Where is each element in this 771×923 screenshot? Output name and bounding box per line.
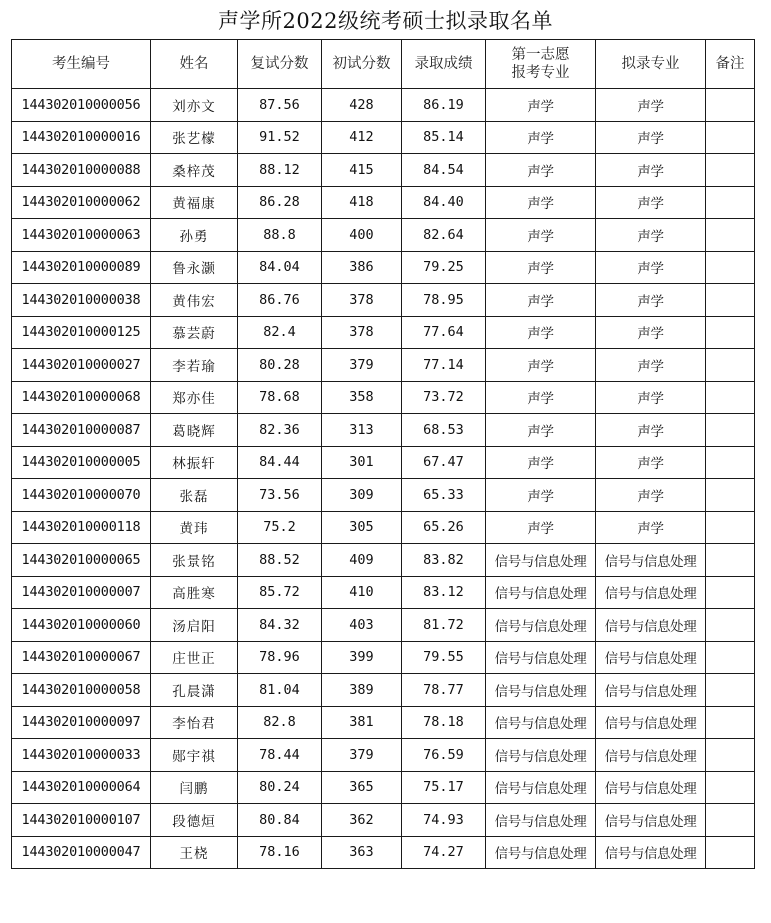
cell-final-score: 67.47 [402,446,486,479]
cell-admit-major: 声学 [596,479,706,512]
cell-first-choice-major: 信号与信息处理 [486,544,596,577]
cell-candidate-name: 张艺檬 [151,121,238,154]
cell-candidate-name: 黄玮 [151,511,238,544]
cell-final-score: 81.72 [402,609,486,642]
cell-candidate-name: 高胜寒 [151,576,238,609]
cell-remark [706,804,755,837]
table-row [12,771,755,804]
cell-retest-score: 81.04 [238,674,322,707]
cell-candidate-name: 闫鹏 [151,771,238,804]
cell-candidate-id: 144302010000027 [12,349,151,382]
cell-final-score: 83.12 [402,576,486,609]
table-row [12,641,755,674]
table-row [12,414,755,447]
cell-candidate-id: 144302010000056 [12,89,151,122]
cell-retest-score: 80.28 [238,349,322,382]
cell-candidate-id: 144302010000068 [12,381,151,414]
cell-final-score: 77.64 [402,316,486,349]
cell-candidate-name: 慕芸蔚 [151,316,238,349]
cell-remark [706,836,755,869]
cell-admit-major: 信号与信息处理 [596,836,706,869]
cell-remark [706,446,755,479]
cell-admit-major: 信号与信息处理 [596,804,706,837]
cell-candidate-id: 144302010000005 [12,446,151,479]
cell-admit-major: 声学 [596,349,706,382]
cell-first-choice-major: 声学 [486,154,596,187]
cell-initial-score: 410 [322,576,402,609]
cell-candidate-name: 郧宇祺 [151,739,238,772]
cell-admit-major: 信号与信息处理 [596,576,706,609]
cell-remark [706,544,755,577]
cell-final-score: 75.17 [402,771,486,804]
cell-initial-score: 415 [322,154,402,187]
cell-candidate-name: 黄伟宏 [151,284,238,317]
cell-retest-score: 86.28 [238,186,322,219]
cell-retest-score: 75.2 [238,511,322,544]
cell-candidate-id: 144302010000107 [12,804,151,837]
cell-candidate-id: 144302010000070 [12,479,151,512]
cell-final-score: 78.95 [402,284,486,317]
cell-remark [706,219,755,252]
cell-remark [706,186,755,219]
cell-candidate-id: 144302010000089 [12,251,151,284]
column-header-final-score: 录取成绩 [402,40,486,89]
cell-retest-score: 85.72 [238,576,322,609]
table-row [12,219,755,252]
cell-remark [706,316,755,349]
table-row [12,349,755,382]
cell-final-score: 84.54 [402,154,486,187]
cell-initial-score: 363 [322,836,402,869]
cell-first-choice-major: 声学 [486,511,596,544]
cell-candidate-id: 144302010000038 [12,284,151,317]
cell-admit-major: 信号与信息处理 [596,674,706,707]
cell-admit-major: 声学 [596,89,706,122]
cell-retest-score: 82.4 [238,316,322,349]
cell-initial-score: 378 [322,316,402,349]
cell-candidate-name: 汤启阳 [151,609,238,642]
column-header-first-choice-line1: 第一志愿 [511,47,570,63]
cell-final-score: 76.59 [402,739,486,772]
cell-candidate-id: 144302010000016 [12,121,151,154]
cell-admit-major: 声学 [596,316,706,349]
cell-final-score: 86.19 [402,89,486,122]
cell-initial-score: 305 [322,511,402,544]
cell-remark [706,89,755,122]
cell-first-choice-major: 信号与信息处理 [486,836,596,869]
cell-initial-score: 313 [322,414,402,447]
cell-admit-major: 信号与信息处理 [596,706,706,739]
table-row [12,251,755,284]
admission-table [11,39,755,869]
cell-first-choice-major: 信号与信息处理 [486,739,596,772]
table-row [12,576,755,609]
cell-retest-score: 80.24 [238,771,322,804]
column-header-id: 考生编号 [12,40,151,89]
table-row [12,316,755,349]
cell-retest-score: 87.56 [238,89,322,122]
cell-final-score: 82.64 [402,219,486,252]
column-header-retest-score: 复试分数 [238,40,322,89]
cell-final-score: 74.27 [402,836,486,869]
cell-retest-score: 84.04 [238,251,322,284]
table-row [12,284,755,317]
cell-admit-major: 声学 [596,511,706,544]
cell-final-score: 65.33 [402,479,486,512]
cell-candidate-name: 林振轩 [151,446,238,479]
cell-first-choice-major: 信号与信息处理 [486,576,596,609]
cell-retest-score: 88.8 [238,219,322,252]
cell-candidate-id: 144302010000062 [12,186,151,219]
column-header-first-choice-line2: 报考专业 [511,65,570,81]
cell-first-choice-major: 信号与信息处理 [486,674,596,707]
column-header-remark: 备注 [706,40,755,89]
cell-final-score: 78.18 [402,706,486,739]
cell-final-score: 65.26 [402,511,486,544]
cell-admit-major: 声学 [596,186,706,219]
cell-candidate-id: 144302010000125 [12,316,151,349]
cell-candidate-name: 庄世正 [151,641,238,674]
cell-remark [706,609,755,642]
cell-first-choice-major: 信号与信息处理 [486,771,596,804]
cell-candidate-id: 144302010000097 [12,706,151,739]
cell-remark [706,349,755,382]
cell-admit-major: 信号与信息处理 [596,641,706,674]
cell-initial-score: 378 [322,284,402,317]
cell-candidate-name: 桑梓茂 [151,154,238,187]
cell-first-choice-major: 声学 [486,251,596,284]
cell-admit-major: 声学 [596,414,706,447]
cell-candidate-name: 葛晓辉 [151,414,238,447]
cell-initial-score: 379 [322,739,402,772]
cell-candidate-id: 144302010000064 [12,771,151,804]
cell-first-choice-major: 声学 [486,479,596,512]
cell-retest-score: 78.96 [238,641,322,674]
cell-first-choice-major: 声学 [486,381,596,414]
cell-initial-score: 418 [322,186,402,219]
table-row [12,609,755,642]
cell-initial-score: 399 [322,641,402,674]
cell-initial-score: 358 [322,381,402,414]
cell-retest-score: 82.8 [238,706,322,739]
cell-initial-score: 362 [322,804,402,837]
cell-candidate-name: 郑亦佳 [151,381,238,414]
cell-retest-score: 91.52 [238,121,322,154]
cell-retest-score: 78.44 [238,739,322,772]
cell-candidate-id: 144302010000067 [12,641,151,674]
cell-final-score: 79.25 [402,251,486,284]
cell-first-choice-major: 声学 [486,186,596,219]
cell-candidate-name: 孙勇 [151,219,238,252]
cell-candidate-id: 144302010000088 [12,154,151,187]
cell-candidate-id: 144302010000063 [12,219,151,252]
cell-initial-score: 403 [322,609,402,642]
table-row [12,381,755,414]
cell-remark [706,511,755,544]
cell-retest-score: 84.32 [238,609,322,642]
cell-admit-major: 信号与信息处理 [596,739,706,772]
table-row [12,89,755,122]
cell-first-choice-major: 信号与信息处理 [486,641,596,674]
cell-candidate-name: 刘亦文 [151,89,238,122]
cell-candidate-id: 144302010000007 [12,576,151,609]
cell-remark [706,414,755,447]
cell-admit-major: 声学 [596,121,706,154]
cell-first-choice-major: 声学 [486,219,596,252]
table-row [12,121,755,154]
cell-initial-score: 381 [322,706,402,739]
cell-candidate-name: 黄福康 [151,186,238,219]
page-title: 声学所2022级统考硕士拟录取名单 [218,9,553,33]
cell-retest-score: 73.56 [238,479,322,512]
cell-remark [706,674,755,707]
cell-candidate-name: 张磊 [151,479,238,512]
cell-final-score: 73.72 [402,381,486,414]
cell-retest-score: 88.12 [238,154,322,187]
table-row [12,804,755,837]
cell-retest-score: 78.68 [238,381,322,414]
cell-initial-score: 386 [322,251,402,284]
cell-admit-major: 声学 [596,154,706,187]
cell-admit-major: 信号与信息处理 [596,609,706,642]
table-row [12,706,755,739]
cell-candidate-id: 144302010000058 [12,674,151,707]
cell-first-choice-major: 声学 [486,446,596,479]
cell-first-choice-major: 声学 [486,121,596,154]
cell-admit-major: 信号与信息处理 [596,544,706,577]
cell-remark [706,739,755,772]
cell-candidate-id: 144302010000060 [12,609,151,642]
column-header-first-choice [486,40,596,89]
cell-remark [706,771,755,804]
cell-remark [706,641,755,674]
cell-initial-score: 409 [322,544,402,577]
cell-final-score: 79.55 [402,641,486,674]
cell-candidate-id: 144302010000033 [12,739,151,772]
table-header-row [12,40,755,89]
cell-candidate-name: 孔晨潇 [151,674,238,707]
cell-retest-score: 88.52 [238,544,322,577]
cell-initial-score: 389 [322,674,402,707]
column-header-admit-major: 拟录专业 [596,40,706,89]
cell-first-choice-major: 声学 [486,89,596,122]
table-row [12,511,755,544]
cell-first-choice-major: 信号与信息处理 [486,804,596,837]
cell-candidate-id: 144302010000087 [12,414,151,447]
column-header-initial-score: 初试分数 [322,40,402,89]
table-row [12,479,755,512]
cell-first-choice-major: 声学 [486,414,596,447]
table-body [12,89,755,869]
cell-initial-score: 428 [322,89,402,122]
table-row [12,544,755,577]
cell-remark [706,121,755,154]
cell-initial-score: 412 [322,121,402,154]
cell-retest-score: 80.84 [238,804,322,837]
cell-retest-score: 82.36 [238,414,322,447]
table-row [12,674,755,707]
cell-admit-major: 信号与信息处理 [596,771,706,804]
cell-remark [706,381,755,414]
cell-admit-major: 声学 [596,284,706,317]
cell-remark [706,251,755,284]
cell-remark [706,576,755,609]
cell-final-score: 74.93 [402,804,486,837]
cell-initial-score: 379 [322,349,402,382]
cell-first-choice-major: 声学 [486,316,596,349]
column-header-name: 姓名 [151,40,238,89]
table-row [12,836,755,869]
cell-final-score: 85.14 [402,121,486,154]
cell-candidate-name: 鲁永灏 [151,251,238,284]
cell-first-choice-major: 声学 [486,284,596,317]
cell-first-choice-major: 信号与信息处理 [486,706,596,739]
cell-admit-major: 声学 [596,251,706,284]
cell-initial-score: 400 [322,219,402,252]
table-row [12,739,755,772]
cell-candidate-name: 王桡 [151,836,238,869]
cell-candidate-name: 李若瑜 [151,349,238,382]
cell-admit-major: 声学 [596,219,706,252]
table-row [12,186,755,219]
cell-admit-major: 声学 [596,381,706,414]
cell-candidate-id: 144302010000065 [12,544,151,577]
cell-admit-major: 声学 [596,446,706,479]
cell-retest-score: 78.16 [238,836,322,869]
cell-candidate-name: 段德烜 [151,804,238,837]
cell-first-choice-major: 声学 [486,349,596,382]
cell-first-choice-major: 信号与信息处理 [486,609,596,642]
cell-initial-score: 301 [322,446,402,479]
cell-remark [706,479,755,512]
cell-initial-score: 365 [322,771,402,804]
cell-remark [706,154,755,187]
cell-retest-score: 86.76 [238,284,322,317]
cell-final-score: 77.14 [402,349,486,382]
cell-final-score: 68.53 [402,414,486,447]
cell-final-score: 78.77 [402,674,486,707]
cell-remark [706,284,755,317]
cell-candidate-id: 144302010000118 [12,511,151,544]
cell-candidate-id: 144302010000047 [12,836,151,869]
table-row [12,154,755,187]
cell-initial-score: 309 [322,479,402,512]
cell-final-score: 84.40 [402,186,486,219]
table-row [12,446,755,479]
cell-candidate-name: 李怡君 [151,706,238,739]
cell-retest-score: 84.44 [238,446,322,479]
cell-remark [706,706,755,739]
cell-candidate-name: 张景铭 [151,544,238,577]
cell-final-score: 83.82 [402,544,486,577]
